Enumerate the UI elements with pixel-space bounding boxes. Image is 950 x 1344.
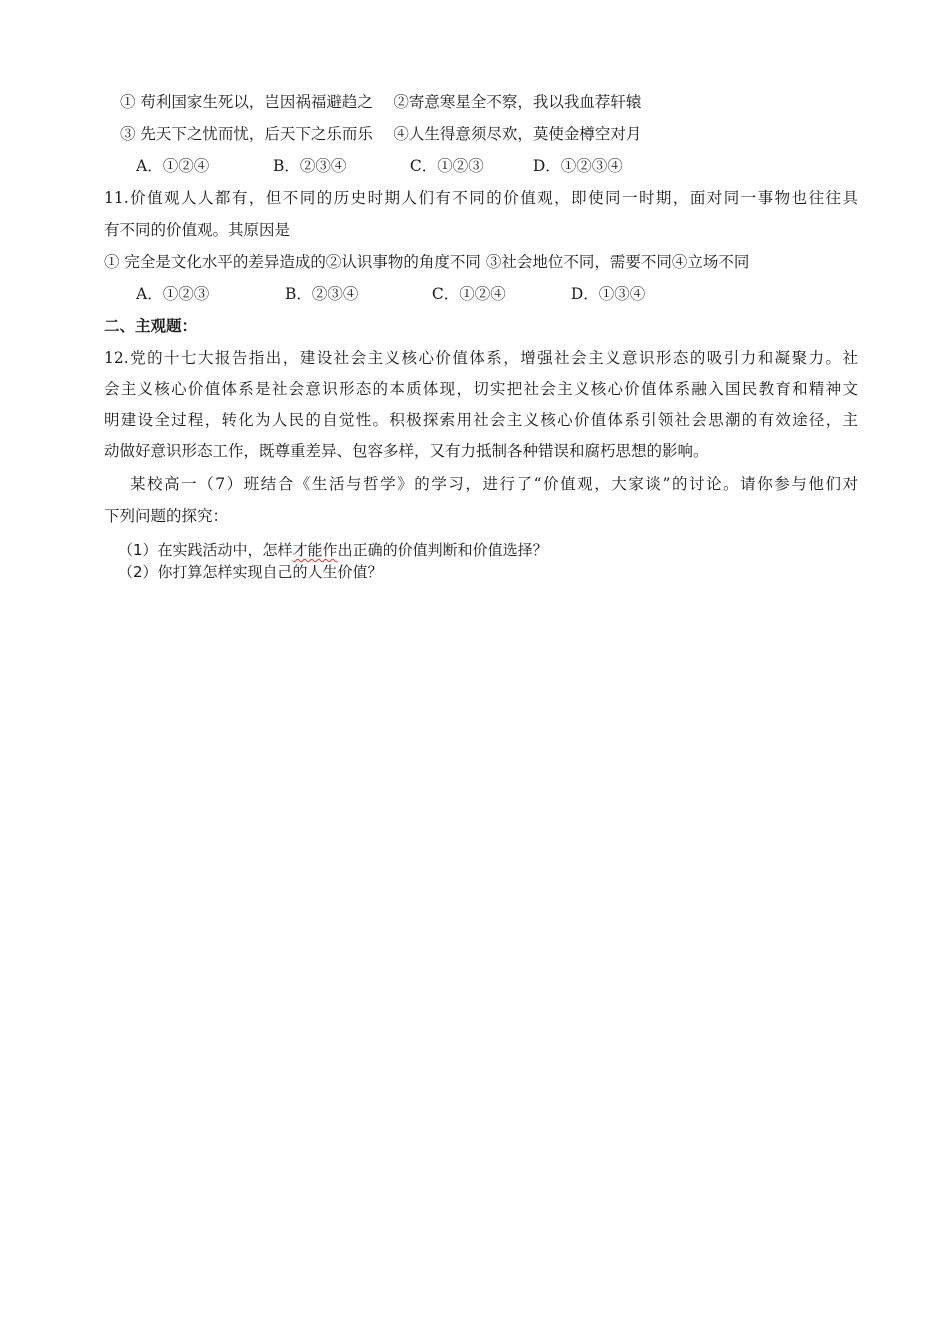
q11-stem-line-1: 11.价值观人人都有，但不同的历史时期人们有不同的价值观，即使同一时期，面对同一事物也往往具 (104, 189, 858, 207)
q10-option-c: C．①②③ (409, 157, 484, 175)
q10-options (136, 156, 623, 176)
q10-items-line-1: ① 苟利国家生死以，岂因祸福避趋之 ②寄意寒星全不察，我以我血荐轩辕 (120, 93, 642, 111)
spellcheck-marked-text: 才能作 (292, 541, 338, 559)
q11-option-a: A．①②③ (136, 285, 210, 303)
q10-option-a: A．①②④ (136, 157, 210, 175)
q12-paragraph-line-1: 12.党的十七大报告指出，建设社会主义核心价值体系，增强社会主义意识形态的吸引力和凝聚力。社 (104, 349, 858, 367)
q12-sub-question-1 (118, 540, 548, 560)
q12-paragraph-line-2: 会主义核心价值体系是社会意识形态的本质体现，切实把社会主义核心价值体系融入国民教育和精神文 (104, 380, 858, 398)
sub-question-1-prefix: （1）在实践活动中，怎样 (118, 541, 293, 559)
q11-option-d: D．①③④ (570, 285, 646, 303)
q11-options (136, 284, 645, 304)
q11-items: ① 完全是文化水平的差异造成的②认识事物的角度不同 ③社会地位不同，需要不同④立场不同 (104, 253, 750, 271)
sub-question-1-suffix: 出正确的价值判断和价值选择？ (337, 541, 548, 559)
section-heading: 二、主观题： (104, 317, 198, 335)
q11-option-c: C．①②④ (431, 285, 506, 303)
q12-prompt-line-2: 下列问题的探究： (104, 507, 229, 525)
q12-paragraph-line-3: 明建设全过程，转化为人民的自觉性。积极探索用社会主义核心价值体系引领社会思潮的有效途径，主 (104, 411, 858, 429)
q10-option-b: B．②③④ (272, 157, 347, 175)
q12-paragraph-line-4: 动做好意识形态工作，既尊重差异、包容多样，又有力抵制各种错误和腐朽思想的影响。 (104, 442, 709, 460)
q11-option-b: B．②③④ (284, 285, 359, 303)
q12-sub-question-2: （2）你打算怎样实现自己的人生价值？ (118, 563, 383, 581)
q11-stem-line-2: 有不同的价值观。其原因是 (104, 221, 291, 239)
q10-items-line-2: ③ 先天下之忧而忧，后天下之乐而乐 ④人生得意须尽欢，莫使金樽空对月 (120, 125, 642, 143)
q10-option-d: D．①②③④ (532, 157, 623, 175)
q12-prompt-line-1: 某校高一（7）班结合《生活与哲学》的学习，进行了“价值观，大家谈”的讨论。请你参与他们对 (130, 475, 858, 493)
